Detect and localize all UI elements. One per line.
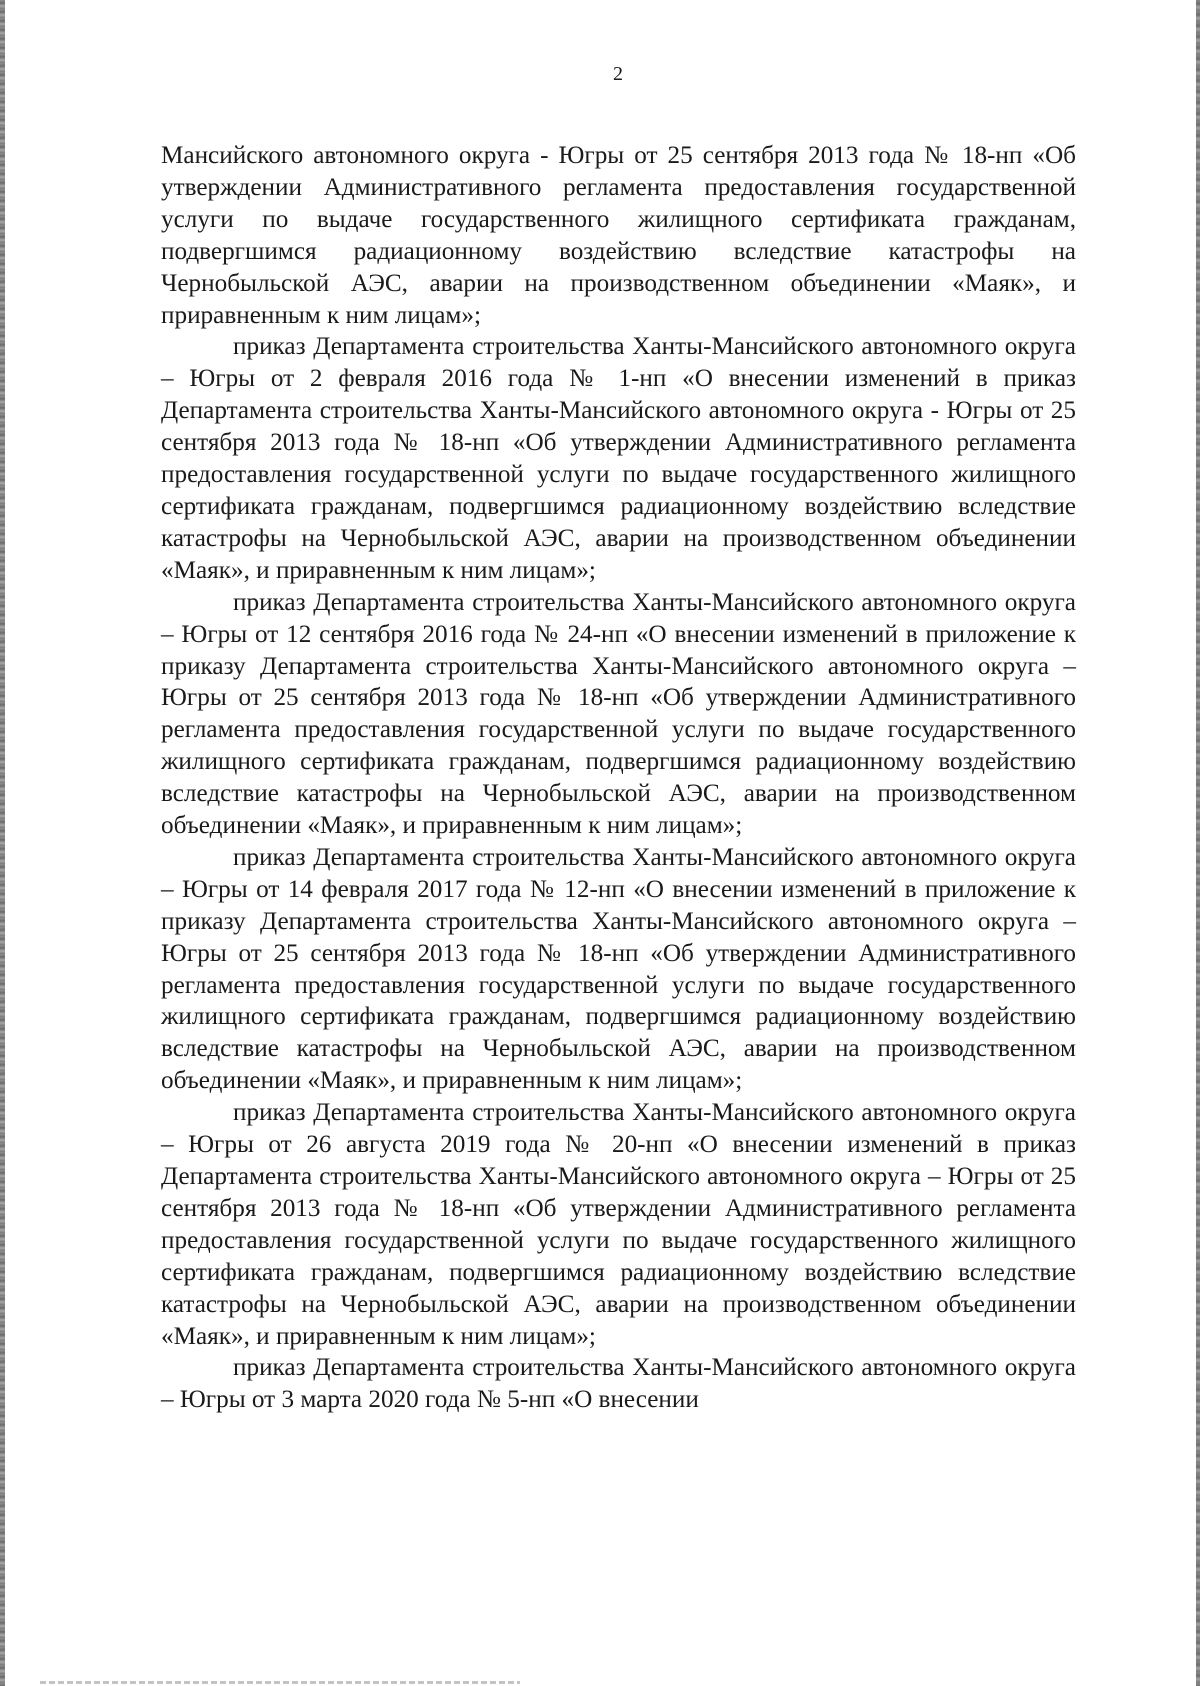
page-number: 2 xyxy=(613,63,623,85)
paragraph-order-2020-03: приказ Департамента строительства Ханты-Мансийского автономного округа – Югры от 3 марта 2020 года № 5-нп «О внесении xyxy=(161,1354,1076,1414)
paragraph-order-2016-09: приказ Департамента строительства Ханты-Мансийского автономного округа – Югры от 12 сентября 2016 года № 24-нп «О внесении изменений в приложение к приказу Департамента строительства Ханты-Мансийского автономного округа – Югры от 25 сентября 2013 года № 18-нп «Об утверждении Административного регламента предоставления государственной услуги по выдаче государственного жилищного сертификата гражданам, подвергшимся радиационному воздействию вследствие катастрофы на Чернобыльской АЭС, аварии на производственном объединении «Маяк», и приравненным к ним лицам»; xyxy=(161,588,1076,840)
paragraph-order-2019-08: приказ Департамента строительства Ханты-Мансийского автономного округа – Югры от 26 августа 2019 года № 20-нп «О внесении изменений в приказ Департамента строительства Ханты-Мансийского автономного округа – Югры от 25 сентября 2013 года № 18-нп «Об утверждении Административного регламента предоставления государственной услуги по выдаче государственного жилищного сертификата гражданам, подвергшимся радиационному воздействию вследствие катастрофы на Чернобыльской АЭС, аварии на производственном объединении «Маяк», и приравненным к ним лицам»; xyxy=(161,1099,1076,1350)
scan-edge-bottom xyxy=(40,1681,520,1684)
document-body xyxy=(161,140,1076,1416)
paragraph-order-2017-02: приказ Департамента строительства Ханты-Мансийского автономного округа – Югры от 14 февраля 2017 года № 12-нп «О внесении изменений в приложение к приказу Департамента строительства Ханты-Мансийского автономного округа – Югры от 25 сентября 2013 года № 18-нп «Об утверждении Административного регламента предоставления государственной услуги по выдаче государственного жилищного сертификата гражданам, подвергшимся радиационному воздействию вследствие катастрофы на Чернобыльской АЭС, аварии на производственном объединении «Маяк», и приравненным к ним лицам»; xyxy=(161,843,1076,1095)
scan-edge-left xyxy=(0,0,5,1686)
scan-edge-right xyxy=(1196,0,1200,1686)
paragraph-order-2016-02: приказ Департамента строительства Ханты-Мансийского автономного округа – Югры от 2 февраля 2016 года № 1-нп «О внесении изменений в приказ Департамента строительства Ханты-Мансийского автономного округа - Югры от 25 сентября 2013 года № 18-нп «Об утверждении Административного регламента предоставления государственной услуги по выдаче государственного жилищного сертификата гражданам, подвергшимся радиационному воздействию вследствие катастрофы на Чернобыльской АЭС, аварии на производственном объединении «Маяк», и приравненным к ним лицам»; xyxy=(161,333,1076,584)
paragraph-continuation: Мансийского автономного округа - Югры от 25 сентября 2013 года № 18-нп «Об утверждении Административного регламента предоставления государственной услуги по выдаче государственного жилищного сертификата гражданам, подвергшимся радиационному воздействию вследствие катастрофы на Чернобыльской АЭС, аварии на производственном объединении «Маяк», и приравненным к ним лицам»; xyxy=(161,142,1076,329)
